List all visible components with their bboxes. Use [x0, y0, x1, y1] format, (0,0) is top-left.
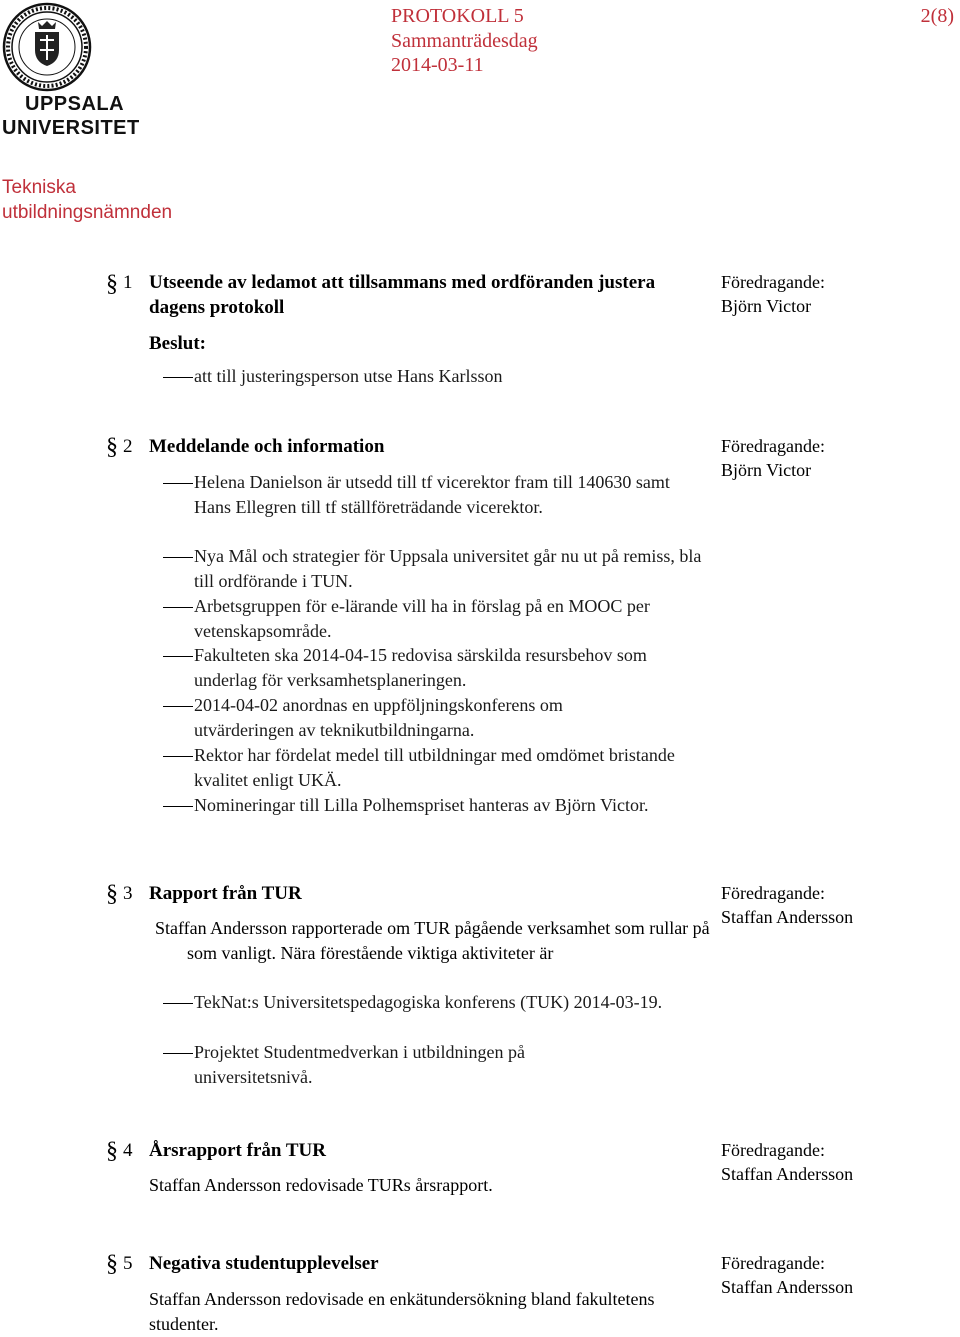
presenter-label: Föredragande: [721, 436, 825, 456]
university-seal-logo [2, 2, 92, 92]
bullet-dash [163, 806, 193, 807]
section-number: 5 [123, 1253, 133, 1274]
bullet-dash [163, 377, 193, 378]
svg-text:UPPSALA: UPPSALA [25, 93, 125, 115]
bullet-dash [163, 656, 193, 657]
presenter-label: Föredragande: [721, 272, 825, 292]
list-item: Fakulteten ska 2014-04-15 redovisa särskilda resursbehov som underlag för verksamhetsplaneringen. [194, 645, 647, 690]
presenter-label: Föredragande: [721, 1140, 825, 1160]
bullet-dash [163, 607, 193, 608]
page-number: 2(8) [920, 5, 954, 27]
presenter-name: Björn Victor [721, 460, 812, 480]
section-title: Årsrapport från TUR [149, 1140, 326, 1161]
presenter-label: Föredragande: [721, 883, 825, 903]
section-number: 4 [123, 1140, 133, 1161]
list-item: TekNat:s Universitetspedagogiska konferens (TUK) 2014-03-19. [194, 992, 663, 1012]
list-item: Projektet Studentmedverkan i utbildningen på universitetsnivå. [194, 1042, 525, 1087]
presenter-name: Björn Victor [721, 296, 812, 316]
bullet-dash [163, 756, 193, 757]
presenter-label: Föredragande: [721, 1253, 825, 1273]
list-item: Arbetsgruppen för e-lärande vill ha in förslag på en MOOC per vetenskapsområde. [194, 596, 650, 641]
committee-name: Tekniska utbildningsnämnden [2, 177, 173, 223]
svg-text:UNIVERSITET: UNIVERSITET [2, 117, 140, 139]
meeting-label: Sammanträdesdag [391, 30, 538, 52]
bullet-dash [163, 706, 193, 707]
section-mark-icon: § [106, 1251, 118, 1277]
section-mark-icon: § [106, 434, 118, 460]
list-item: Rektor har fördelat medel till utbildningar med omdömet bristande kvalitet enligt UKÄ. [194, 745, 675, 790]
document-title: PROTOKOLL 5 [391, 5, 524, 27]
list-item: 2014-04-02 anordnas en uppföljningskonferens om utvärderingen av teknikutbildningarna. [194, 695, 563, 740]
section-mark-icon: § [106, 271, 118, 297]
bullet-dash [163, 483, 193, 484]
section-number: 3 [123, 883, 133, 904]
section-number: 1 [123, 272, 133, 293]
presenter-name: Staffan Andersson [721, 907, 854, 927]
section-intro [155, 916, 715, 966]
list-item: Nya Mål och strategier för Uppsala universitet går nu ut på remiss, bla till ordförande i TUN. [194, 546, 702, 591]
section-title: Rapport från TUR [149, 883, 302, 904]
bullet-dash [163, 557, 193, 558]
presenter-name: Staffan Andersson [721, 1164, 854, 1184]
bullet-dash [163, 1053, 193, 1054]
bullet-dash [163, 1003, 193, 1004]
section-title: Utseende av ledamot att tillsammans med ordföranden justera dagens protokoll [149, 272, 656, 318]
university-wordmark-logo [0, 92, 150, 140]
decision-text: att till justeringsperson utse Hans Karlsson [194, 366, 503, 386]
section-mark-icon: § [106, 881, 118, 907]
list-item: Nomineringar till Lilla Polhemspriset hanteras av Björn Victor. [194, 795, 649, 815]
presenter-name: Staffan Andersson [721, 1277, 854, 1297]
list-item: Helena Danielson är utsedd till tf vicerektor fram till 140630 samt Hans Ellegren till tf ställföreträdande vicerektor. [194, 472, 670, 517]
decision-label: Beslut: [149, 333, 206, 354]
section-title: Negativa studentupplevelser [149, 1253, 379, 1274]
section-number: 2 [123, 436, 133, 457]
section-title: Meddelande och information [149, 436, 385, 457]
section-text: Staffan Andersson redovisade en enkätundersökning bland fakultetens studenter. [149, 1289, 655, 1334]
meeting-date: 2014-03-11 [391, 54, 484, 76]
section-intro-text: Staffan Andersson rapporterade om TUR pågående verksamhet som rullar på som vanligt. Nära förestående viktiga aktiviteter är [155, 918, 710, 963]
section-text: Staffan Andersson redovisade TURs årsrapport. [149, 1175, 493, 1195]
section-mark-icon: § [106, 1138, 118, 1164]
